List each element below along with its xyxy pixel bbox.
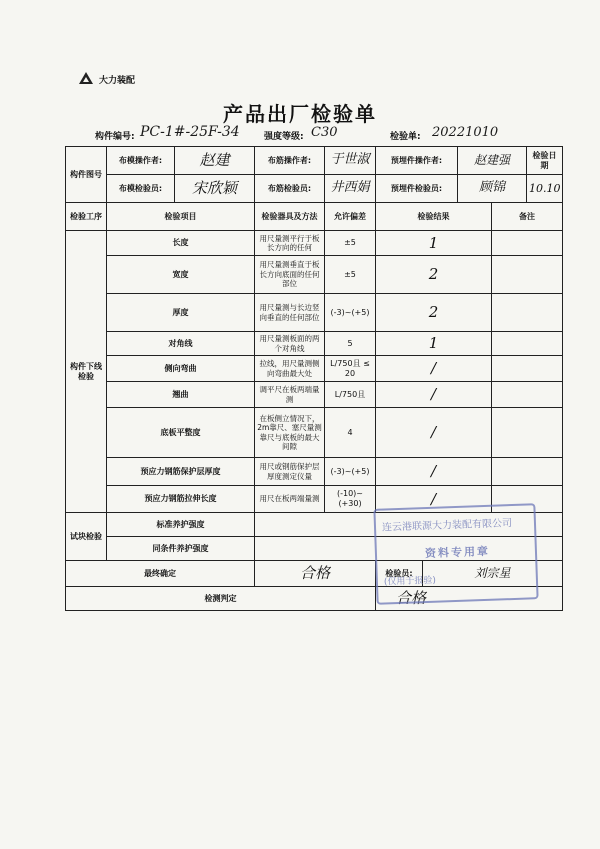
result-value: 2 [376,256,492,294]
remark-cell [492,332,563,356]
tolerance-value: ±5 [325,231,376,256]
item-label: 宽度 [107,256,255,294]
tool-text: 用尺在板两端量测 [255,486,325,513]
inspector-signature: 刘宗星 [423,561,563,587]
stamp-line-2: 资料专用章 [424,544,491,561]
judgement-value: 合格 [376,587,563,611]
stamp-line-1: 连云港联源大力装配有限公司 [381,518,513,534]
company-seal-stamp [373,503,538,605]
tolerance-value: 4 [325,408,376,458]
item-label: 对角线 [107,332,255,356]
result-value: / [376,382,492,408]
tool-text: 用尺量测平行于板长方向的任何 [255,231,325,256]
embed-inspector-label: 预埋件检验员: [376,175,458,203]
tool-text: 用尺量测板面的两个对角线 [255,332,325,356]
tool-text: 拉线，用尺量测侧向弯曲最大处 [255,356,325,382]
col-tolerance-header: 允许偏差 [325,203,376,231]
remark-cell [492,231,563,256]
result-value: / [376,486,492,513]
result-value: / [376,356,492,382]
same-curing-label: 同条件养护强度 [107,537,255,561]
inspection-no-label: 检验单: [390,132,421,142]
tolerance-value: L/750且 [325,382,376,408]
stamp-line-3: (仅用于报验) [383,575,437,588]
embed-operator-signature: 赵建强 [458,147,527,175]
formwork-operator-label: 布模操作者: [107,147,175,175]
rebar-operator-signature: 于世淑 [325,147,376,175]
formwork-operator-signature: 赵建 [175,147,255,175]
formwork-inspector-signature: 宋欣颖 [175,175,255,203]
rebar-operator-label: 布筋操作者: [255,147,325,175]
company-logo [79,72,135,86]
result-value: 1 [376,231,492,256]
tolerance-value: 5 [325,332,376,356]
component-drawing-no-label: 构件图号 [66,147,107,203]
col-result-header: 检验结果 [376,203,492,231]
item-label: 长度 [107,231,255,256]
component-no-label: 构件编号: [95,132,135,142]
inspection-no-value: 20221010 [432,125,499,140]
result-value: / [376,408,492,458]
remark-cell [492,356,563,382]
formwork-inspector-label: 布模检验员: [107,175,175,203]
remark-cell [492,256,563,294]
inspector-label: 检验员: [376,561,423,587]
result-value: / [376,458,492,486]
rebar-inspector-signature: 井西娟 [325,175,376,203]
tool-text: 用尺或钢筋保护层厚度测定仪量 [255,458,325,486]
rebar-inspector-label: 布筋检验员: [255,175,325,203]
tool-text: 在板侧立情况下，2m靠尺、塞尺量测靠尺与底板的最大间隙 [255,408,325,458]
tolerance-value: L/750且 ≤ 20 [325,356,376,382]
col-remark-header: 备注 [492,203,563,231]
tolerance-value: (-10)~(+30) [325,486,376,513]
inspection-date-value: 10.10 [527,175,563,203]
col-process-header: 检验工序 [66,203,107,231]
company-name: 大力装配 [99,75,136,86]
remark-cell [492,382,563,408]
group-label: 构件下线检验 [66,231,107,513]
tool-text: 调平尺在板两端量测 [255,382,325,408]
judgement-label: 检测判定 [66,587,376,611]
remark-cell [492,458,563,486]
col-item-header: 检验项目 [107,203,255,231]
strength-label: 强度等级: [264,132,304,142]
tool-text: 用尺量测与长边竖向垂直的任何部位 [255,294,325,332]
embed-inspector-signature: 顾锦 [458,175,527,203]
page-title: 产品出厂检验单 [223,102,377,126]
item-label: 预应力钢筋拉伸长度 [107,486,255,513]
item-label: 侧向弯曲 [107,356,255,382]
standard-curing-label: 标准养护强度 [107,513,255,537]
tolerance-value: (-3)~(+5) [325,458,376,486]
embed-operator-label: 预埋件操作者: [376,147,458,175]
final-decision-value: 合格 [255,561,376,587]
item-label: 翘曲 [107,382,255,408]
item-label: 预应力钢筋保护层厚度 [107,458,255,486]
result-value: 1 [376,332,492,356]
company-logo-icon [79,72,93,86]
tolerance-value: ±5 [325,256,376,294]
item-label: 厚度 [107,294,255,332]
component-no-value: PC-1#-25F-34 [140,124,240,140]
final-decision-label: 最终确定 [66,561,255,587]
result-value: 2 [376,294,492,332]
remark-cell [492,408,563,458]
tolerance-value: (-3)~(+5) [325,294,376,332]
remark-cell [492,294,563,332]
strength-value: C30 [311,125,338,140]
tool-text: 用尺量测垂直于板长方向底面的任何部位 [255,256,325,294]
col-tool-header: 检验器具及方法 [255,203,325,231]
inspection-date-label: 检验日期 [527,147,563,175]
item-label: 底板平整度 [107,408,255,458]
test-block-label: 试块检验 [66,513,107,561]
